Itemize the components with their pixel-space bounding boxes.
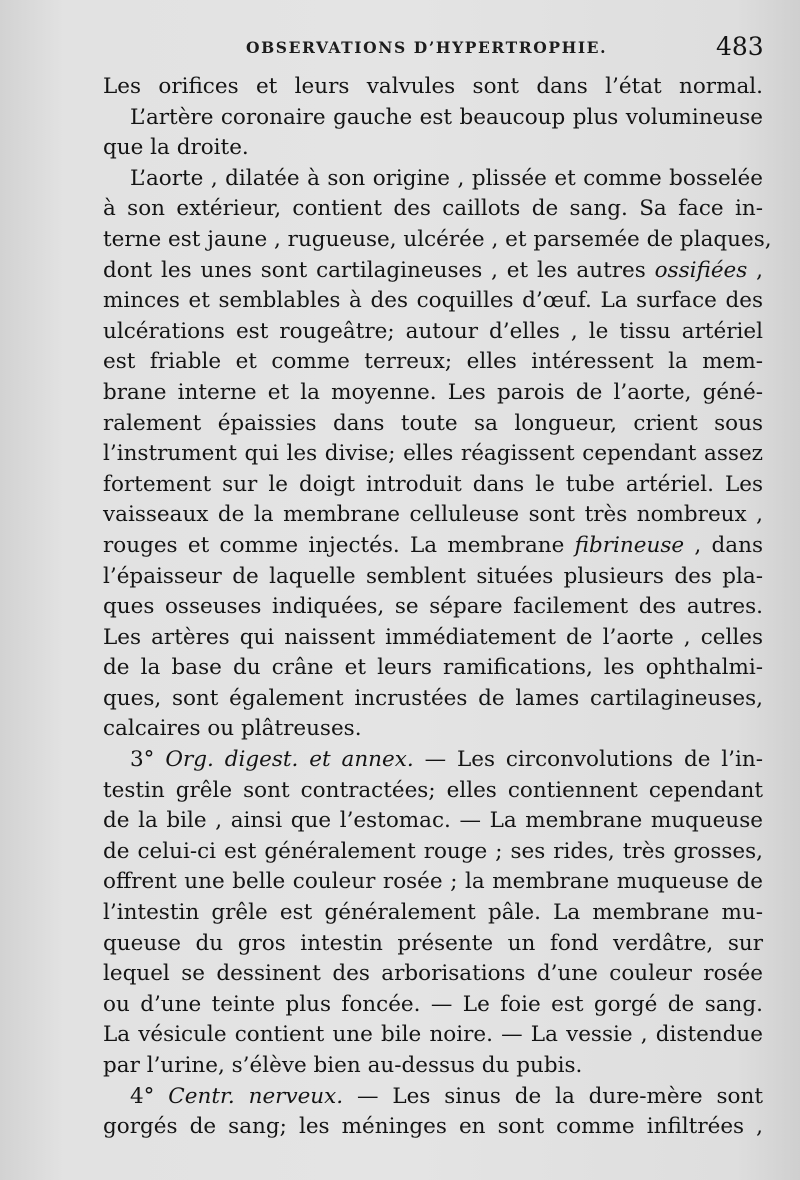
italic-term: digest.	[224, 747, 299, 773]
text-line: dont les unes sont cartilagineuses , et les autres ossifiées ,	[103, 257, 763, 283]
text-line: est friable et comme terreux; elles intéressent la mem-	[103, 349, 763, 375]
text-line: testin grêle sont contractées; elles contiennent cependant	[103, 777, 763, 803]
italic-term: ossifiées	[654, 257, 748, 283]
italic-term: fibrineuse	[574, 532, 685, 558]
text-line: l’intestin grêle est généralement pâle. La membrane mu-	[103, 900, 763, 926]
text-line: L’aorte , dilatée à son origine , plissée et comme bosselée	[130, 165, 763, 191]
text-line: ques osseuses indiquées, se sépare facilement des autres.	[103, 594, 763, 620]
text-line: 3° Org. digest. et annex. — Les circonvolutions de l’in-	[130, 747, 764, 773]
text-line: minces et semblables à des coquilles d’œuf. La surface des	[103, 288, 763, 314]
text-line: ulcérations est rougeâtre; autour d’elles , le tissu artériel	[103, 318, 763, 344]
text-line: de la bile , ainsi que l’estomac. — La membrane muqueuse	[103, 808, 763, 834]
page-header	[0, 34, 800, 64]
italic-term: Centr.	[168, 1083, 235, 1109]
text-line: rouges et comme injectés. La membrane fibrineuse , dans	[103, 532, 763, 558]
text-line: ralement épaissies dans toute sa longueur, crient sous	[103, 410, 763, 436]
text-line: La vésicule contient une bile noire. — La vessie , distendue	[103, 1022, 763, 1048]
text-line: l’épaisseur de laquelle semblent situées plusieurs des pla-	[103, 563, 763, 589]
text-line: Les orifices et leurs valvules sont dans l’état normal.	[103, 74, 763, 99]
italic-term: et	[309, 747, 331, 773]
italic-term: Org.	[165, 747, 214, 773]
text-line: brane interne et la moyenne. Les parois de l’aorte, géné-	[103, 379, 763, 405]
text-line: gorgés de sang; les méninges en sont comme infiltrées ,	[103, 1114, 763, 1140]
text-line: offrent une belle couleur rosée ; la membrane muqueuse de	[103, 869, 763, 895]
italic-term: nerveux.	[248, 1083, 344, 1109]
text-line: lequel se dessinent des arborisations d’une couleur rosée	[103, 961, 763, 987]
text-line: L’artère coronaire gauche est beaucoup plus volumineuse	[130, 104, 763, 130]
text-line: l’instrument qui les divise; elles réagissent cependant assez	[103, 441, 763, 467]
text-line: à son extérieur, contient des caillots de sang. Sa face in-	[103, 196, 763, 222]
text-line: ou d’une teinte plus foncée. — Le foie est gorgé de sang.	[103, 991, 763, 1017]
body-text	[103, 72, 772, 1143]
text-line: de la base du crâne et leurs ramifications, les ophthalmi-	[103, 655, 763, 681]
text-line: que la droite.	[103, 135, 249, 161]
italic-term: annex.	[341, 747, 414, 773]
text-line: Les artères qui naissent immédiatement de l’aorte , celles	[103, 624, 763, 650]
text-line: vaisseaux de la membrane celluleuse sont très nombreux ,	[103, 502, 763, 528]
text-line: de celui-ci est généralement rouge ; ses rides, très grosses,	[103, 838, 763, 864]
text-line: fortement sur le doigt introduit dans le tube artériel. Les	[103, 471, 763, 497]
text-line: calcaires ou plâtreuses.	[103, 716, 362, 742]
text-line: par l’urine, s’élève bien au-dessus du pubis.	[103, 1053, 583, 1078]
text-line: terne est jaune , rugueuse, ulcérée , et parsemée de plaques,	[103, 226, 772, 252]
text-line: queuse du gros intestin présente un fond verdâtre, sur	[103, 930, 763, 956]
text-line: ques, sont également incrustées de lames cartilagineuses,	[103, 685, 763, 711]
running-title: OBSERVATIONS D’HYPERTROPHIE.	[246, 38, 608, 57]
page-number: 483	[716, 32, 764, 61]
text-line: 4° Centr. nerveux. — Les sinus de la dure-mère sont	[130, 1083, 763, 1109]
